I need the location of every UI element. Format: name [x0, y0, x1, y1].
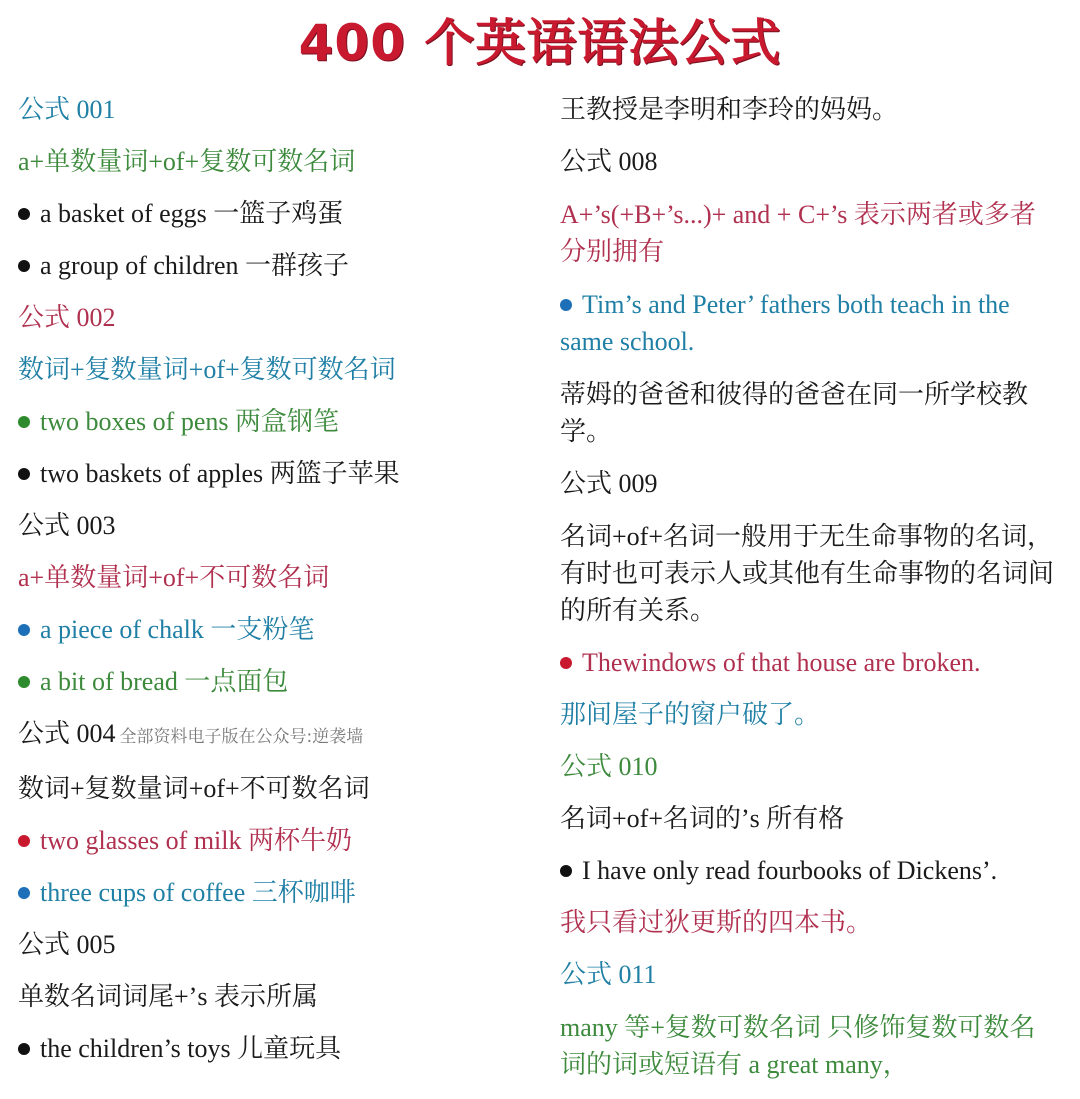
watermark-note: 全部资料电子版在公众号:逆袭墙 [119, 727, 364, 747]
bullet-dot-icon [560, 865, 572, 877]
bullet-dot-icon [18, 468, 30, 480]
bullet-dot-icon [18, 624, 30, 636]
bullet-dot-icon [560, 657, 572, 669]
example-text: I have only read fourbooks of Dickens’. [582, 856, 998, 885]
example-item [18, 823, 538, 859]
bullet-dot-icon [18, 835, 30, 847]
bullet-dot-icon [18, 887, 30, 899]
formula-rule-002: 数词+复数量词+of+复数可数名词 [18, 355, 396, 384]
bullet-dot-icon [18, 416, 30, 428]
example-text: the children’s toys 儿童玩具 [40, 1034, 342, 1063]
example-item [18, 875, 538, 911]
example-text: Tim’s and Peter’ fathers both teach in the same school. [560, 290, 1010, 356]
example-text: two glasses of milk 两杯牛奶 [40, 826, 352, 855]
formula-rule-009: 名词+of+名词一般用于无生命事物的名词，有时也可表示人或其他有生命事物的名词间的所有关系。 [560, 522, 1055, 625]
right-column [560, 92, 1060, 1099]
translation-text: 那间屋子的窗户破了。 [560, 700, 821, 729]
translation-text: 我只看过狄更斯的四本书。 [560, 908, 873, 937]
example-item [18, 196, 538, 232]
example-item [560, 645, 1060, 681]
formula-rule-003: a+单数量词+of+不可数名词 [18, 563, 330, 592]
bullet-dot-icon [560, 299, 572, 311]
example-item [18, 1031, 538, 1067]
formula-rule-004: 数词+复数量词+of+不可数名词 [18, 774, 370, 803]
example-item [18, 612, 538, 648]
bullet-dot-icon [18, 676, 30, 688]
formula-heading-009: 公式 009 [560, 469, 658, 498]
example-text: two baskets of apples 两篮子苹果 [40, 459, 400, 488]
bullet-dot-icon [18, 260, 30, 272]
formula-rule-005: 单数名词词尾+’s 表示所属 [18, 982, 318, 1011]
heading-text: 公式 004 [18, 719, 116, 748]
formula-heading-002: 公式 002 [18, 303, 116, 332]
formula-rule-010: 名词+of+名词的’s 所有格 [560, 804, 845, 833]
example-text: a group of children 一群孩子 [40, 251, 350, 280]
example-text: three cups of coffee 三杯咖啡 [40, 878, 356, 907]
formula-heading-003: 公式 003 [18, 511, 116, 540]
left-column [18, 92, 538, 1083]
translation-text: 王教授是李明和李玲的妈妈。 [560, 95, 899, 124]
example-item [560, 286, 1060, 360]
example-item [18, 404, 538, 440]
example-text: a piece of chalk 一支粉笔 [40, 615, 315, 644]
example-item [18, 456, 538, 492]
formula-heading-004 [18, 716, 538, 755]
example-text: two boxes of pens 两盒钢笔 [40, 407, 339, 436]
example-item [560, 853, 1060, 889]
example-text: a basket of eggs 一篮子鸡蛋 [40, 199, 344, 228]
formula-rule-008: A+’s(+B+’s...)+ and + C+’s 表示两者或多者分别拥有 [560, 200, 1036, 266]
example-item [18, 248, 538, 284]
formula-heading-001: 公式 001 [18, 95, 116, 124]
page-title: 400 个英语语法公式 [298, 14, 782, 72]
formula-heading-011: 公式 011 [560, 960, 657, 989]
formula-heading-008: 公式 008 [560, 147, 658, 176]
bullet-dot-icon [18, 208, 30, 220]
formula-rule-001: a+单数量词+of+复数可数名词 [18, 147, 356, 176]
bullet-dot-icon [18, 1043, 30, 1055]
example-text: Thewindows of that house are broken. [582, 648, 981, 677]
formula-rule-011: many 等+复数可数名词 只修饰复数可数名词的词或短语有 a great many， [560, 1013, 1036, 1079]
formula-heading-010: 公式 010 [560, 752, 658, 781]
example-text: a bit of bread 一点面包 [40, 667, 289, 696]
formula-heading-005: 公式 005 [18, 930, 116, 959]
translation-text: 蒂姆的爸爸和彼得的爸爸在同一所学校教学。 [560, 380, 1029, 446]
example-item [18, 664, 538, 700]
